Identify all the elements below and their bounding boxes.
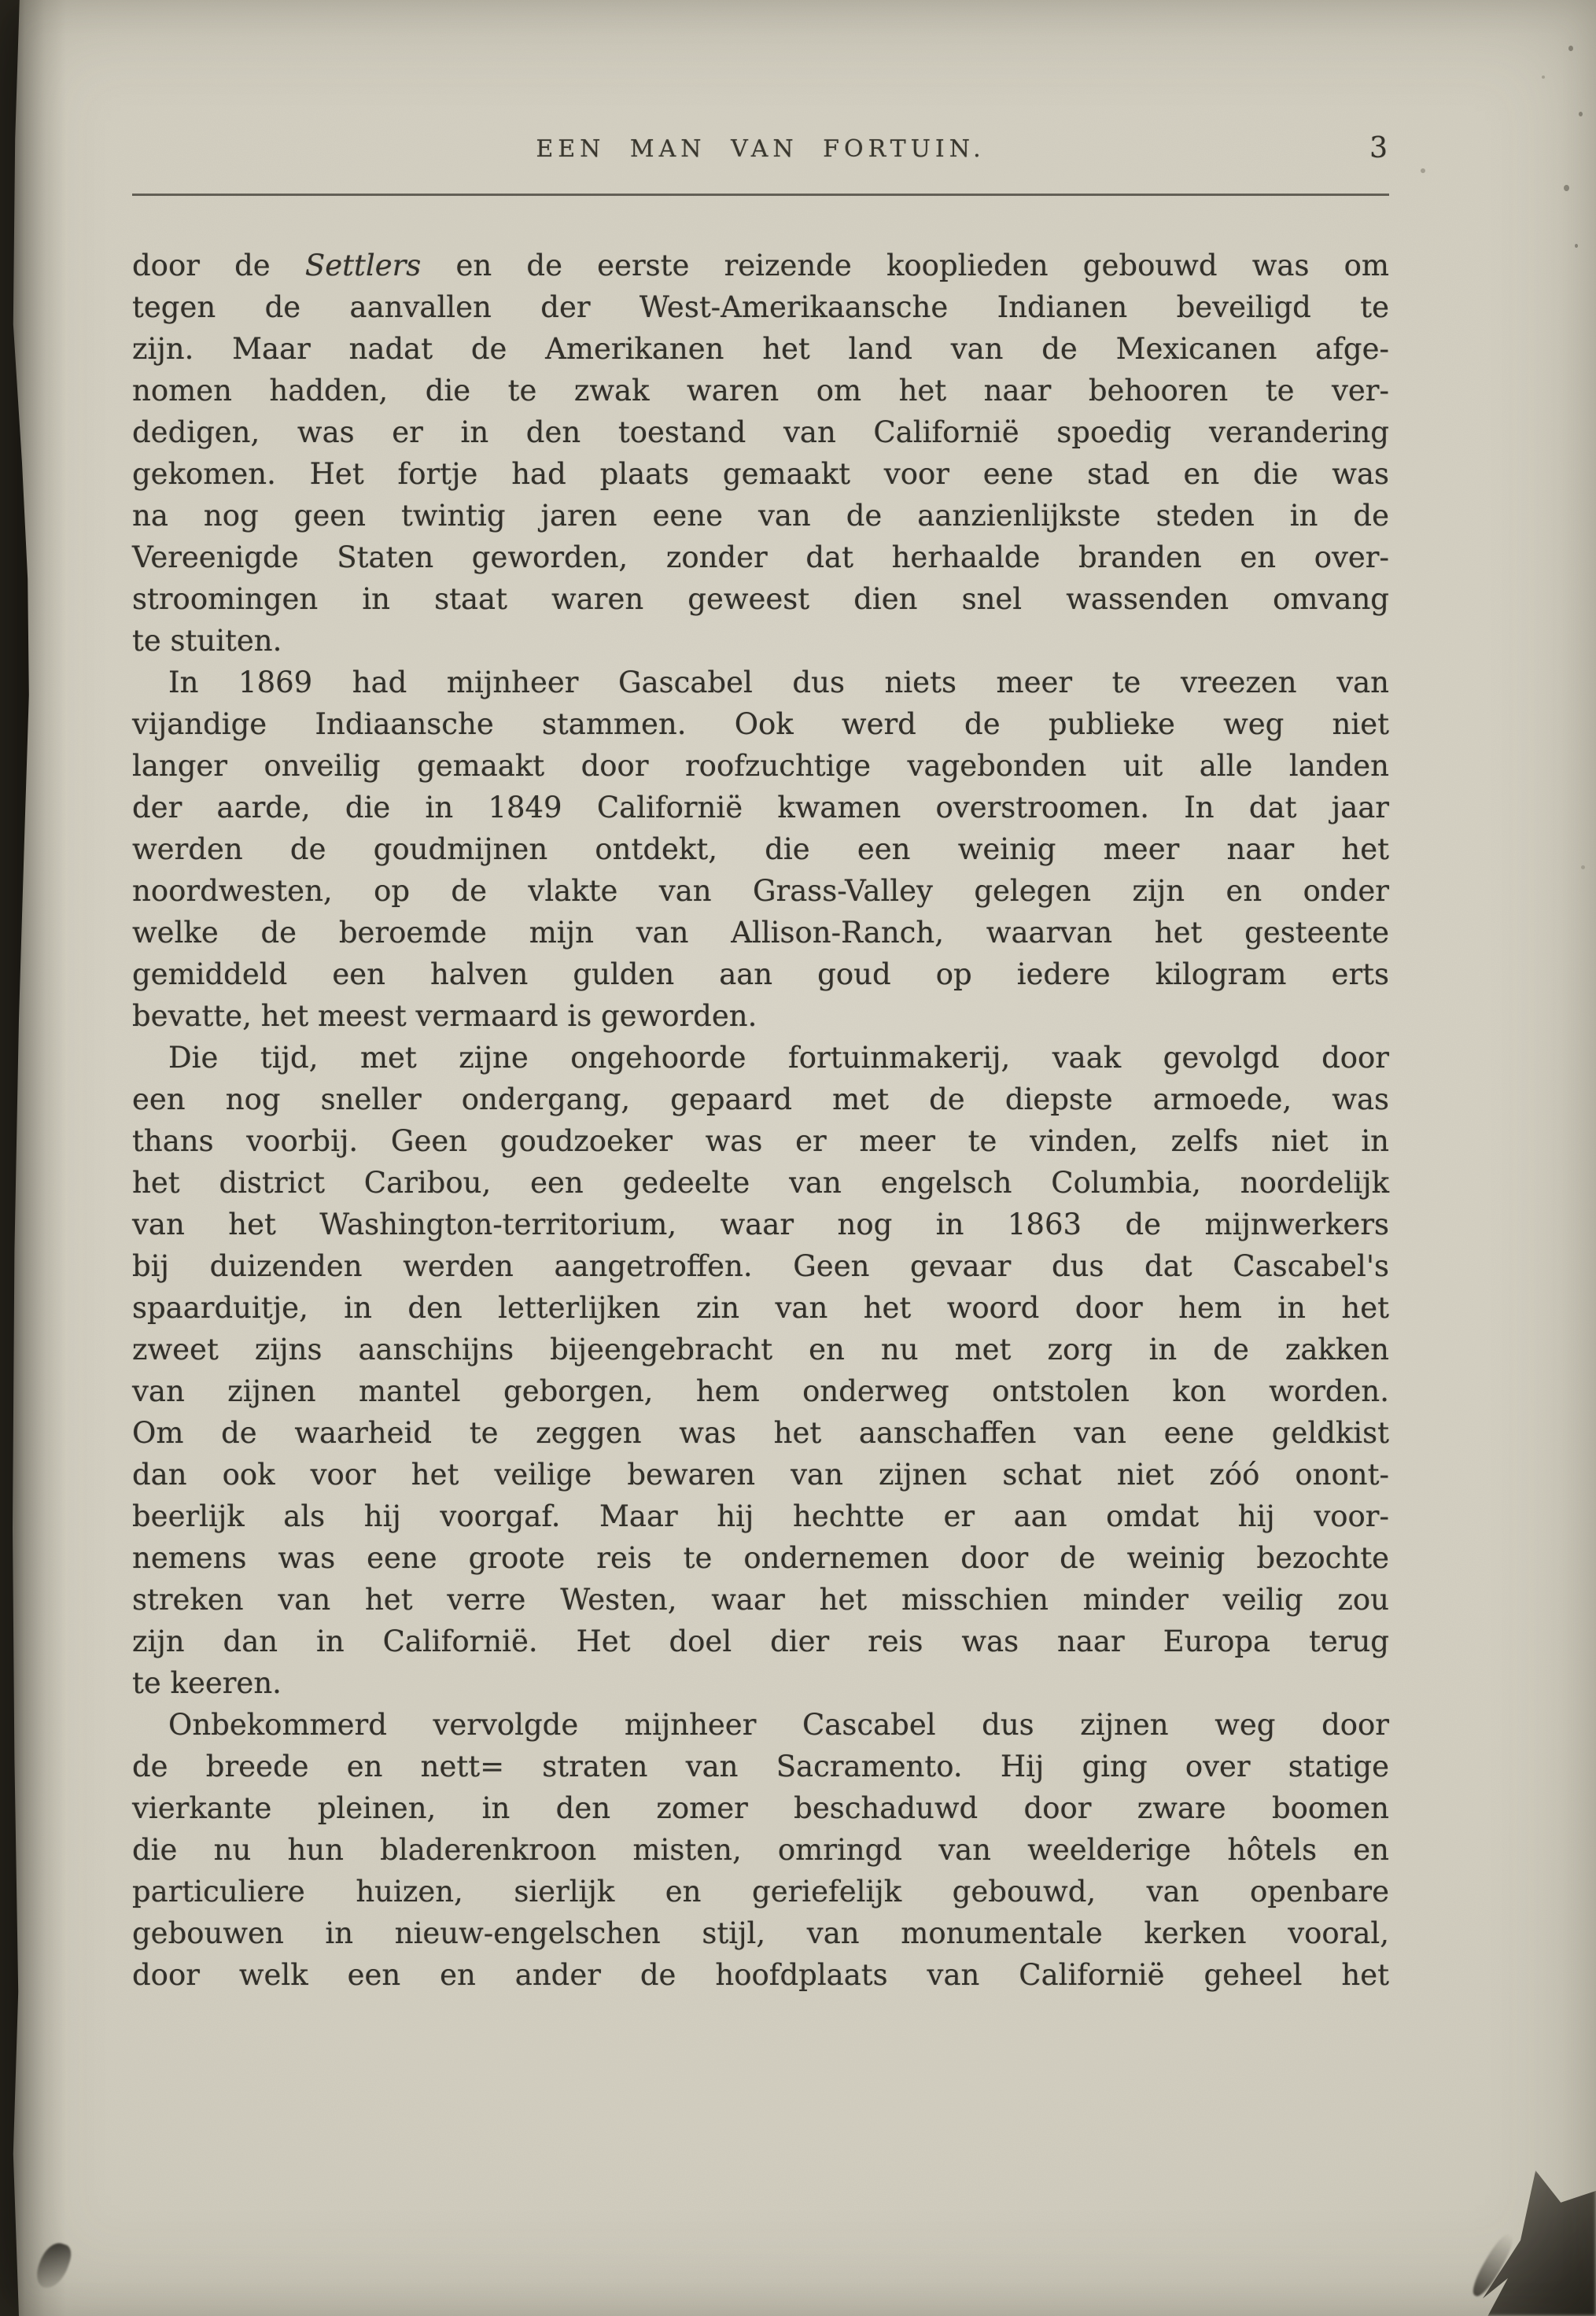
text-line: welke de beroemde mijn van Allison-Ranch, waarvan het gesteente [132,916,1389,950]
text-line [132,245,1389,286]
text-line: gemiddeld een halven gulden aan goud op iedere kilogram erts [132,957,1389,991]
text-line: streken van het verre Westen, waar het misschien minder veilig zou [132,1583,1389,1617]
scan-speck [1564,185,1569,191]
text-line: van zijnen mantel geborgen, hem onderweg ontstolen kon worden. [132,1374,1389,1408]
scan-speck [1575,244,1578,248]
corner-smudge [1470,2170,1596,2316]
text-line: te stuiten. [132,624,282,658]
paragraph-3 [132,1037,1389,1704]
text-line: gekomen. Het fortje had plaats gemaakt voor eene stad en die was [132,457,1389,491]
text-line: Om de waarheid te zeggen was het aanschaffen van eene geldkist [132,1416,1389,1450]
text-line: zijn. Maar nadat de Amerikanen het land van de Mexicanen afge- [132,332,1389,366]
text-line: vijandige Indiaansche stammen. Ook werd de publieke weg niet [132,707,1389,741]
text-line: na nog geen twintig jaren eene van de aanzienlijkste steden in de [132,499,1389,533]
text-line: dan ook voor het veilige bewaren van zijnen schat niet zóó onont- [132,1458,1389,1492]
italic-text: Settlers [304,249,422,282]
scan-speck [1568,46,1573,51]
text-line: bevatte, het meest vermaard is geworden. [132,999,757,1033]
text-line: het district Caribou, een gedeelte van engelsch Columbia, noordelijk [132,1166,1389,1200]
body-text [132,245,1389,1996]
text-line: zweet zijns aanschijns bijeengebracht en nu met zorg in de zakken [132,1333,1389,1366]
text-line: bij duizenden werden aangetroffen. Geen gevaar dus dat Cascabel's [132,1249,1389,1283]
page-header [132,132,1389,171]
text-line: Die tijd, met zijne ongehoorde fortuinmakerij, vaak gevolgd door [168,1041,1389,1075]
paragraph-4 [132,1704,1389,1996]
text-line: door welk een en ander de hoofdplaats van Californië geheel het [132,1958,1389,1992]
text-line: nomen hadden, die te zwak waren om het naar behooren te ver- [132,374,1389,408]
text-line: zijn dan in Californië. Het doel dier reis was naar Europa terug [132,1625,1389,1658]
text-line: te keeren. [132,1666,282,1700]
text-line: dedigen, was er in den toestand van Californië spoedig verandering [132,415,1389,449]
text-line: beerlijk als hij voorgaf. Maar hij hechtte er aan omdat hij voor- [132,1499,1389,1533]
scan-speck [1542,76,1545,79]
text-line: van het Washington-territorium, waar nog in 1863 de mijnwerkers [132,1208,1389,1241]
text-line: particuliere huizen, sierlijk en geriefelijk gebouwd, van openbare [132,1875,1389,1908]
text-line: gebouwen in nieuw-engelschen stijl, van monumentale kerken vooral, [132,1916,1389,1950]
paragraph-1 [132,245,1389,662]
text-line: werden de goudmijnen ontdekt, die een weinig meer naar het [132,832,1389,866]
text-line: noordwesten, op de vlakte van Grass-Valley gelegen zijn en onder [132,874,1389,908]
text-segment: door de [132,249,305,282]
text-line: spaarduitje, in den letterlijken zin van het woord door hem in het [132,1291,1389,1325]
text-line: Vereenigde Staten geworden, zonder dat herhaalde branden en over- [132,540,1389,574]
text-column [132,0,1389,1996]
scan-speck [1581,865,1585,869]
binding-edge [0,0,31,2316]
page-number: 3 [1369,132,1388,164]
text-line: nemens was eene groote reis te ondernemen door de weinig bezochte [132,1541,1389,1575]
text-line: tegen de aanvallen der West-Amerikaansche Indianen beveiligd te [132,290,1389,324]
text-line: thans voorbij. Geen goudzoeker was er meer te vinden, zelfs niet in [132,1124,1389,1158]
corner-smudge-streak [1468,2230,1518,2300]
text-line: langer onveilig gemaakt door roofzuchtige vagebonden uit alle landen [132,749,1389,783]
scan-speck [1579,112,1583,116]
text-line: In 1869 had mijnheer Gascabel dus niets meer te vreezen van [168,666,1389,699]
bottom-left-mark [33,2239,75,2292]
scan-speck [1421,168,1425,173]
text-segment: en de eerste reizende kooplieden gebouwd was om [421,249,1389,282]
text-line: Onbekommerd vervolgde mijnheer Cascabel dus zijnen weg door [168,1708,1389,1742]
header-rule [132,194,1389,196]
running-title: EEN MAN VAN FORTUIN. [536,135,986,163]
text-line: een nog sneller ondergang, gepaard met de diepste armoede, was [132,1082,1389,1116]
text-line: der aarde, die in 1849 Californië kwamen overstroomen. In dat jaar [132,791,1389,824]
text-line: stroomingen in staat waren geweest dien snel wassenden omvang [132,582,1389,616]
text-line: vierkante pleinen, in den zomer beschaduwd door zware boomen [132,1791,1389,1825]
paragraph-2 [132,662,1389,1037]
text-line: die nu hun bladerenkroon misten, omringd van weelderige hôtels en [132,1833,1389,1867]
text-line: de breede en nett= straten van Sacramento. Hij ging over statige [132,1750,1389,1783]
